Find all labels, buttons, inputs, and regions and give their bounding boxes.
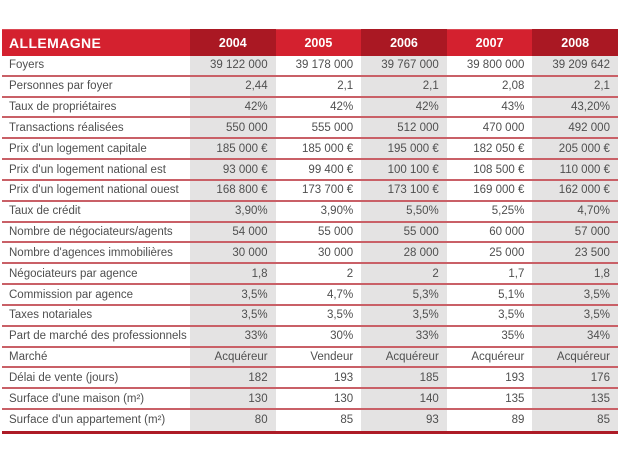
cell-value: 80 xyxy=(190,410,276,431)
row-label: Surface d'un appartement (m²) xyxy=(9,414,166,427)
cell-value: 492 000 xyxy=(532,118,618,137)
cell-value: 43% xyxy=(501,101,525,114)
cell-value: 135 xyxy=(532,389,618,408)
cell-value: 4,7% xyxy=(326,288,354,301)
cell-value: 99 400 € xyxy=(308,163,354,176)
cell-value: 33% xyxy=(361,327,447,346)
table-row xyxy=(2,306,618,327)
cell-value: 205 000 € xyxy=(532,139,618,158)
cell-value: 140 xyxy=(361,389,447,408)
table-row xyxy=(2,368,618,389)
cell-value: 185 000 € xyxy=(302,142,354,155)
cell-value: 34% xyxy=(532,327,618,346)
cell-value: 42% xyxy=(190,98,276,117)
cell-value: 1,8 xyxy=(532,264,618,283)
cell-value: 3,90% xyxy=(190,202,276,221)
cell-value: 28 000 xyxy=(361,243,447,262)
cell-value: Acquéreur xyxy=(532,348,618,367)
table-row xyxy=(2,77,618,98)
cell-value: 182 xyxy=(190,368,276,387)
cell-value: 3,5% xyxy=(190,285,276,304)
row-label: Délai de vente (jours) xyxy=(9,371,119,384)
cell-value: 168 800 € xyxy=(190,181,276,200)
cell-value: 110 000 € xyxy=(532,160,618,179)
cell-value: 43,20% xyxy=(532,98,618,117)
cell-value: 512 000 xyxy=(361,118,447,137)
cell-value: 193 xyxy=(505,371,525,384)
cell-value: 23 500 xyxy=(532,243,618,262)
cell-value: 185 xyxy=(361,368,447,387)
table-body xyxy=(2,56,618,431)
cell-value: 176 xyxy=(532,368,618,387)
cell-value: 108 500 € xyxy=(473,163,525,176)
cell-value: 193 xyxy=(334,371,354,384)
cell-value: 54 000 xyxy=(190,223,276,242)
germany-stats-table xyxy=(2,29,618,434)
row-label: Prix d'un logement national est xyxy=(9,163,166,176)
cell-value: 35% xyxy=(501,330,525,343)
row-label: Taxes notariales xyxy=(9,309,93,322)
cell-value: 30 000 xyxy=(318,246,354,259)
row-label: Prix d'un logement national ouest xyxy=(9,184,179,197)
year-header-2007: 2007 xyxy=(475,35,504,50)
cell-value: 4,70% xyxy=(532,202,618,221)
table-row xyxy=(2,285,618,306)
cell-value: 39 767 000 xyxy=(361,56,447,75)
cell-value: 3,5% xyxy=(498,309,525,322)
cell-value: 60 000 xyxy=(489,226,525,239)
table-row xyxy=(2,348,618,369)
year-header-2004: 2004 xyxy=(190,29,276,56)
cell-value: 130 xyxy=(334,392,354,405)
row-label: Transactions réalisées xyxy=(9,121,124,134)
table-row xyxy=(2,139,618,160)
cell-value: 25 000 xyxy=(489,246,525,259)
cell-value: 2,08 xyxy=(501,80,525,93)
row-label: Marché xyxy=(9,351,48,363)
cell-value: 162 000 € xyxy=(532,181,618,200)
cell-value: Acquéreur xyxy=(190,348,276,367)
row-label: Nombre de négociateurs/agents xyxy=(9,226,173,239)
cell-value: 135 xyxy=(505,392,525,405)
row-label: Négociateurs par agence xyxy=(9,267,138,280)
cell-value: 85 xyxy=(532,410,618,431)
row-label: Taux de crédit xyxy=(9,205,81,218)
table-row xyxy=(2,56,618,77)
row-label: Part de marché des professionnels xyxy=(9,330,187,343)
cell-value: 185 000 € xyxy=(190,139,276,158)
cell-value: Acquéreur xyxy=(471,351,525,363)
cell-value: 89 xyxy=(511,414,525,427)
cell-value: 1,7 xyxy=(508,267,525,280)
table-row xyxy=(2,389,618,410)
cell-value: 173 100 € xyxy=(361,181,447,200)
cell-value: Acquéreur xyxy=(361,348,447,367)
cell-value: 39 800 000 xyxy=(466,59,525,72)
cell-value: Vendeur xyxy=(310,351,354,363)
cell-value: 130 xyxy=(190,389,276,408)
cell-value: 55 000 xyxy=(361,223,447,242)
table-header-row xyxy=(2,29,618,56)
cell-value: 3,5% xyxy=(326,309,354,322)
cell-value: 2,44 xyxy=(190,77,276,96)
cell-value: 5,3% xyxy=(361,285,447,304)
cell-value: 470 000 xyxy=(482,121,525,134)
cell-value: 93 000 € xyxy=(190,160,276,179)
table-row xyxy=(2,98,618,119)
cell-value: 1,8 xyxy=(190,264,276,283)
cell-value: 42% xyxy=(330,101,354,114)
cell-value: 5,50% xyxy=(361,202,447,221)
cell-value: 555 000 xyxy=(311,121,354,134)
cell-value: 100 100 € xyxy=(361,160,447,179)
cell-value: 39 209 642 xyxy=(532,56,618,75)
cell-value: 85 xyxy=(340,414,354,427)
cell-value: 550 000 xyxy=(190,118,276,137)
cell-value: 3,5% xyxy=(532,285,618,304)
table-bottom-border xyxy=(2,431,618,434)
cell-value: 195 000 € xyxy=(361,139,447,158)
cell-value: 33% xyxy=(190,327,276,346)
cell-value: 2,1 xyxy=(361,77,447,96)
cell-value: 2,1 xyxy=(532,77,618,96)
year-header-2005: 2005 xyxy=(304,35,333,50)
cell-value: 57 000 xyxy=(532,223,618,242)
cell-value: 169 000 € xyxy=(473,184,525,197)
cell-value: 3,90% xyxy=(320,205,354,218)
year-header-2006: 2006 xyxy=(361,29,447,56)
row-label: Nombre d'agences immobilières xyxy=(9,246,173,259)
cell-value: 93 xyxy=(361,410,447,431)
cell-value: 2 xyxy=(346,267,354,280)
row-label: Prix d'un logement capitale xyxy=(9,142,147,155)
cell-value: 182 050 € xyxy=(473,142,525,155)
table-row xyxy=(2,160,618,181)
table-row xyxy=(2,264,618,285)
year-header-2008: 2008 xyxy=(532,29,618,56)
cell-value: 30% xyxy=(330,330,354,343)
cell-value: 3,5% xyxy=(532,306,618,325)
cell-value: 2,1 xyxy=(337,80,354,93)
row-label: Taux de propriétaires xyxy=(9,101,117,114)
table-row xyxy=(2,181,618,202)
table-row xyxy=(2,327,618,348)
cell-value: 5,25% xyxy=(491,205,525,218)
table-row xyxy=(2,410,618,431)
table-row xyxy=(2,202,618,223)
cell-value: 55 000 xyxy=(318,226,354,239)
table-row xyxy=(2,243,618,264)
row-label: Surface d'une maison (m²) xyxy=(9,392,145,405)
cell-value: 30 000 xyxy=(190,243,276,262)
row-label: Personnes par foyer xyxy=(9,80,113,93)
cell-value: 42% xyxy=(361,98,447,117)
row-label: Commission par agence xyxy=(9,288,134,301)
cell-value: 3,5% xyxy=(361,306,447,325)
cell-value: 39 122 000 xyxy=(190,56,276,75)
cell-value: 173 700 € xyxy=(302,184,354,197)
table-row xyxy=(2,118,618,139)
row-label: Foyers xyxy=(9,59,45,72)
cell-value: 2 xyxy=(361,264,447,283)
table-title: ALLEMAGNE xyxy=(9,34,102,51)
cell-value: 39 178 000 xyxy=(295,59,354,72)
cell-value: 3,5% xyxy=(190,306,276,325)
cell-value: 5,1% xyxy=(498,288,525,301)
table-row xyxy=(2,223,618,244)
